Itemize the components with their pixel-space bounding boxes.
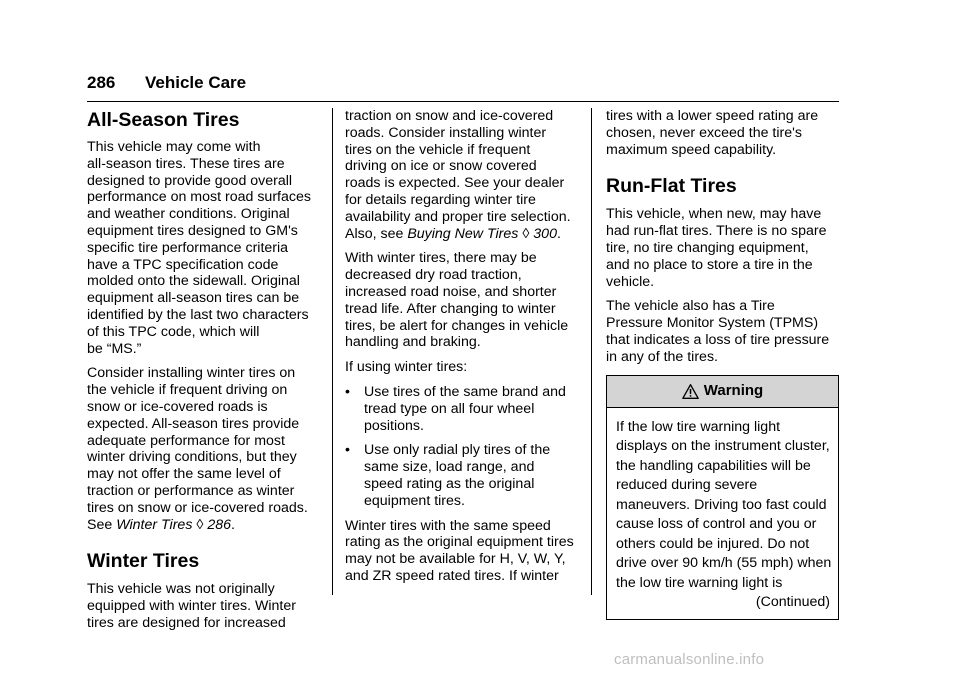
text-line: Use tires of the same brand and [364,383,566,400]
text-line: traction or performance as winter [87,482,295,499]
page-reference[interactable]: 300 [533,225,557,242]
text-line: tires, be alert for changes in vehicle [345,317,569,334]
text-line: identified by the last two characters [87,306,309,323]
column-3 [606,108,842,620]
text-line: vehicle. [606,273,655,290]
warning-title: Warning [703,381,764,399]
text-line: all-season tires. These tires are [87,155,285,172]
text-line: tires on snow or ice-covered roads. [87,499,308,516]
text-line: availability and proper tire selection. [345,208,571,225]
text-line: decreased dry road traction, [345,267,522,284]
text-line: Use only radial ply tires of the [364,442,551,459]
text-line: may not offer the same level of [87,466,281,483]
text-line: traction on snow and ice-covered [345,108,554,124]
text-line: and no place to store a tire in the [606,256,813,273]
text-line: cause loss of control and you or [616,516,817,533]
continued-label: (Continued) [755,594,830,611]
cross-reference-link[interactable]: Winter Tires [116,516,193,533]
page-header [87,71,839,102]
list-item [345,384,577,434]
text-line: be “MS.” [87,340,142,357]
text-line: roads. Consider installing winter [345,124,547,141]
bullet: • [345,442,350,459]
text-line: and ZR speed rated tires. If winter [345,567,559,584]
paragraph [87,581,319,631]
paragraph [606,298,842,365]
text-line: equipment tires. [364,492,465,509]
text-line: increased road noise, and shorter [345,283,557,300]
text-line: Consider installing winter tires on [87,365,296,382]
text-line: See Winter Tires ◊ 286. [87,516,235,533]
text-line: in any of the tires. [606,348,718,365]
page-ref-icon: ◊ [522,225,530,242]
warning-triangle-icon [682,383,699,400]
heading-run-flat-tires: Run-Flat Tires [606,175,737,198]
text-line: expected. All-season tires provide [87,415,300,432]
paragraph [345,250,577,351]
text-line: molded onto the sidewall. Original [87,273,300,290]
text-line: that indicates a loss of tire pressure [606,331,830,348]
cross-reference-link[interactable]: Buying New Tires [407,225,519,242]
heading-all-season-tires: All-Season Tires [87,109,240,131]
text-line: tires are designed for increased [87,614,286,631]
text-line: specific tire performance criteria [87,239,289,256]
text-line: Winter tires with the same speed [345,517,551,534]
warning-box [606,375,839,620]
text-line: performance on most road surfaces [87,189,311,206]
see-text: See [87,516,113,533]
column-divider [332,108,333,595]
list-item [345,442,577,509]
text-line: others could be injured. Do not [616,535,810,552]
warning-body [607,408,838,619]
text-line: drive over 90 km/h (55 mph) when [616,555,832,572]
paragraph: If using winter tires: [345,359,468,376]
text-line: This vehicle, when new, may have [606,206,822,223]
text-line: equipment all-season tires can be [87,290,300,307]
paragraph [345,108,577,242]
paragraph [606,108,842,158]
text-line: rating as the original equipment tires [345,534,574,551]
text-line: the vehicle if frequent driving on [87,382,288,399]
text-line: positions. [364,417,424,434]
section-title: Vehicle Care [145,73,247,92]
bullet: • [345,383,350,400]
text-line: reduced during severe [616,477,758,494]
text-line: If the low tire warning light [616,418,781,435]
text-line: Also, see Buying New Tires ◊ 300. [345,225,561,242]
text-line: had run-flat tires. There is no spare [606,223,827,240]
also-see-text: Also, see [345,225,404,242]
text-line: tread life. After changing to winter [345,300,556,317]
text-line: of this TPC code, which will [87,323,260,340]
heading-winter-tires: Winter Tires [87,550,200,573]
text-line: driving on ice or snow covered [345,158,537,175]
text-line: equipment tires designed to GM's [87,222,298,239]
text-line: for details regarding winter tire [345,191,536,208]
text-line: tires on the vehicle if frequent [345,141,531,158]
column-2 [345,108,577,593]
text-line: maximum speed capability. [606,141,777,158]
text-line: handling and braking. [345,334,481,351]
paragraph [87,139,319,357]
text-line: may not be available for H, V, W, Y, [345,551,566,568]
column-divider [591,108,592,595]
text-line: winter driving conditions, but they [87,449,297,466]
text-line: and weather conditions. Original [87,206,290,223]
column-1 [87,108,319,640]
text-line: This vehicle may come with [87,139,261,155]
text-line: tires with a lower speed rating are [606,108,819,124]
watermark: carmanualsonline.info [614,651,765,668]
text-line: maneuvers. Driving too fast could [616,496,827,513]
page-ref-icon: ◊ [196,516,204,533]
text-line: This vehicle was not originally [87,581,275,598]
page-reference[interactable]: 286 [207,516,232,533]
text-line: have a TPC specification code [87,256,279,273]
text-line: speed rating as the original [364,475,535,492]
text-line: same size, load range, and [364,459,535,476]
paragraph [87,365,319,533]
text-line: adequate performance for most [87,432,285,449]
text-line: Pressure Monitor System (TPMS) [606,315,819,332]
text-line: displays on the instrument cluster, [616,438,830,455]
warning-header [607,376,838,408]
text-line: the low tire warning light is [616,574,783,591]
text-line: roads is expected. See your dealer [345,175,565,192]
text-line: chosen, never exceed the tire's [606,124,802,141]
text-line: snow or ice-covered roads is [87,398,268,415]
text-line: equipped with winter tires. Winter [87,598,296,615]
text-line: With winter tires, there may be [345,250,537,267]
page-number: 286 [87,73,116,92]
text-line: the handling capabilities will be [616,457,811,474]
text-line: The vehicle also has a Tire [606,298,775,315]
paragraph [606,206,842,290]
paragraph [345,518,577,585]
text-line: tire, no tire changing equipment, [606,239,809,256]
text-line: tread type on all four wheel [364,400,535,417]
text-line: designed to provide good overall [87,172,293,189]
